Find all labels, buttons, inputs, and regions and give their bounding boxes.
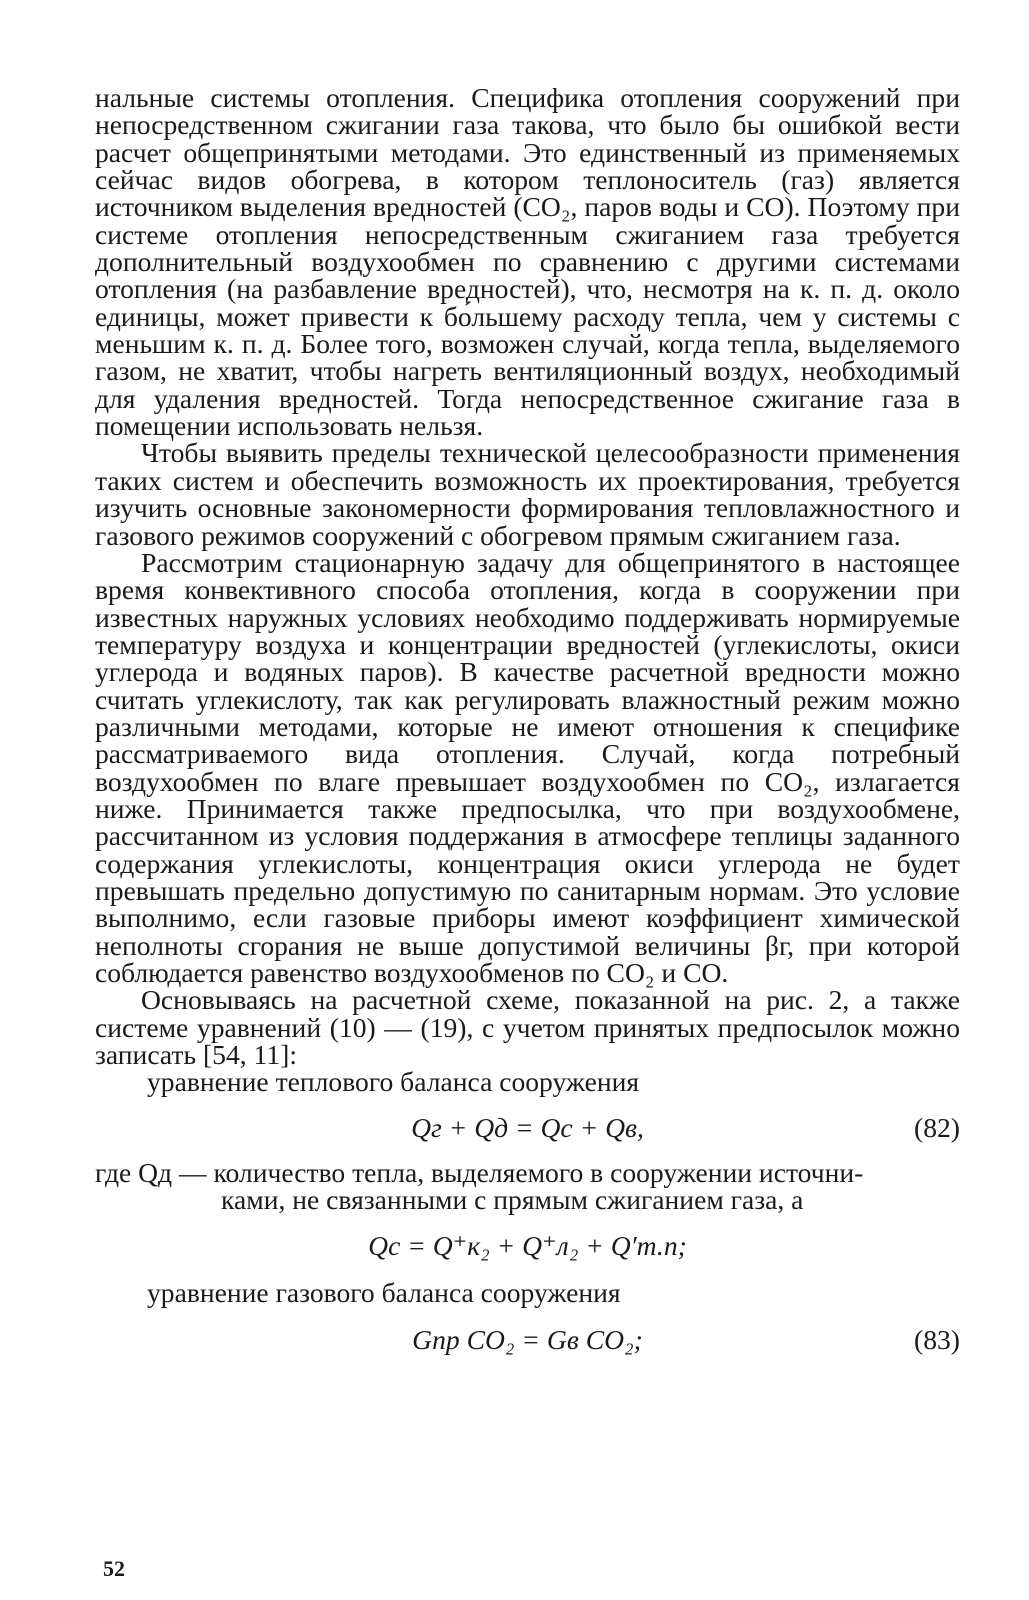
- equation-83-formula: Gпр CO₂ = Gв CO₂;: [412, 1324, 643, 1356]
- page-number: 52: [103, 1556, 125, 1581]
- equation-82-number: (82): [914, 1111, 960, 1143]
- where-definition-line2: ками, не связанными с прямым сжиганием газа, а: [221, 1184, 804, 1216]
- gas-balance-label: уравнение газового баланса сооружения: [147, 1277, 621, 1309]
- where-definition: [95, 1159, 960, 1214]
- paragraph-continuation: нальные системы отопления. Специфика отопления сооружений при непосредственном сжигании газа такова, что было бы ошибкой вести расчет общепринятыми методами. Это единственный из применяемых сейчас видов обогрева, в котором теплоноситель (газ) является источником выделения вредностей (CO₂, паров воды и CO). Поэтому при системе отопления непосредственным сжиганием газа требуется дополнительный воздухообмен по сравнению с другими системами отопления (на разбавление вредностей), что, несмотря на к. п. д. около единицы, может привести к бо́льшему расходу тепла, чем у системы с меньшим к. п. д. Более того, возможен случай, когда тепла, выделяемого газом, не хватит, чтобы нагреть вентиляционный воздух, необходимый для удаления вредностей. Тогда непосредственное сжигание газа в помещении использовать нельзя.: [95, 82, 960, 442]
- paragraph-purpose: Чтобы выявить пределы технической целесообразности применения таких систем и обеспечить возможность их проектирования, требуется изучить основные закономерности формирования тепловлажностного и газового режимов сооружений с обогревом прямым сжиганием газа.: [95, 437, 960, 551]
- equation-83-number: (83): [914, 1324, 960, 1356]
- body-text: [95, 84, 960, 1354]
- equation-qc: [95, 1229, 960, 1261]
- equation-82-formula: Qг + Qд = Qс + Qв,: [411, 1111, 644, 1143]
- equation-83: [95, 1324, 960, 1356]
- heat-balance-label: уравнение теплового баланса сооружения: [147, 1066, 640, 1098]
- paragraph-problem-statement: Рассмотрим стационарную задачу для общепринятого в настоящее время конвективного способа отопления, когда в сооружении при известных наружных условиях необходимо поддерживать нормируемые температуру воздуха и концентрации вредностей (углекислоты, окиси углерода и водяных паров). В качестве расчетной вредности можно считать углекислоту, так как регулировать влажностный режим можно различными методами, которые не имеют отношения к специфике рассматриваемого вида отопления. Случай, когда потребный воздухообмен по влаге превышает воздухообмен по CO₂, излагается ниже. Принимается также предпосылка, что при воздухообмене, рассчитанном из условия поддержания в атмосфере теплицы заданного содержания углекислоты, концентрация окиси углерода не будет превышать предельно допустимую по санитарным нормам. Это условие выполнимо, если газовые приборы имеют коэффициент химической неполноты сгорания не выше допустимой величины βг, при которой соблюдается равенство воздухообменов по CO₂ и CO.: [95, 546, 960, 988]
- equation-82: [95, 1111, 960, 1143]
- equation-qc-formula: Qс = Q⁺к₂ + Q⁺л₂ + Q′т.п;: [368, 1229, 687, 1261]
- paragraph-basis: Основываясь на расчетной схеме, показанной на рис. 2, а также системе уравнений (10) — (19), с учетом принятых предпосылок можно записать [54, 11]:: [95, 984, 960, 1071]
- where-definition-line1: где Qд — количество тепла, выделяемого в сооружении источни-: [95, 1157, 864, 1189]
